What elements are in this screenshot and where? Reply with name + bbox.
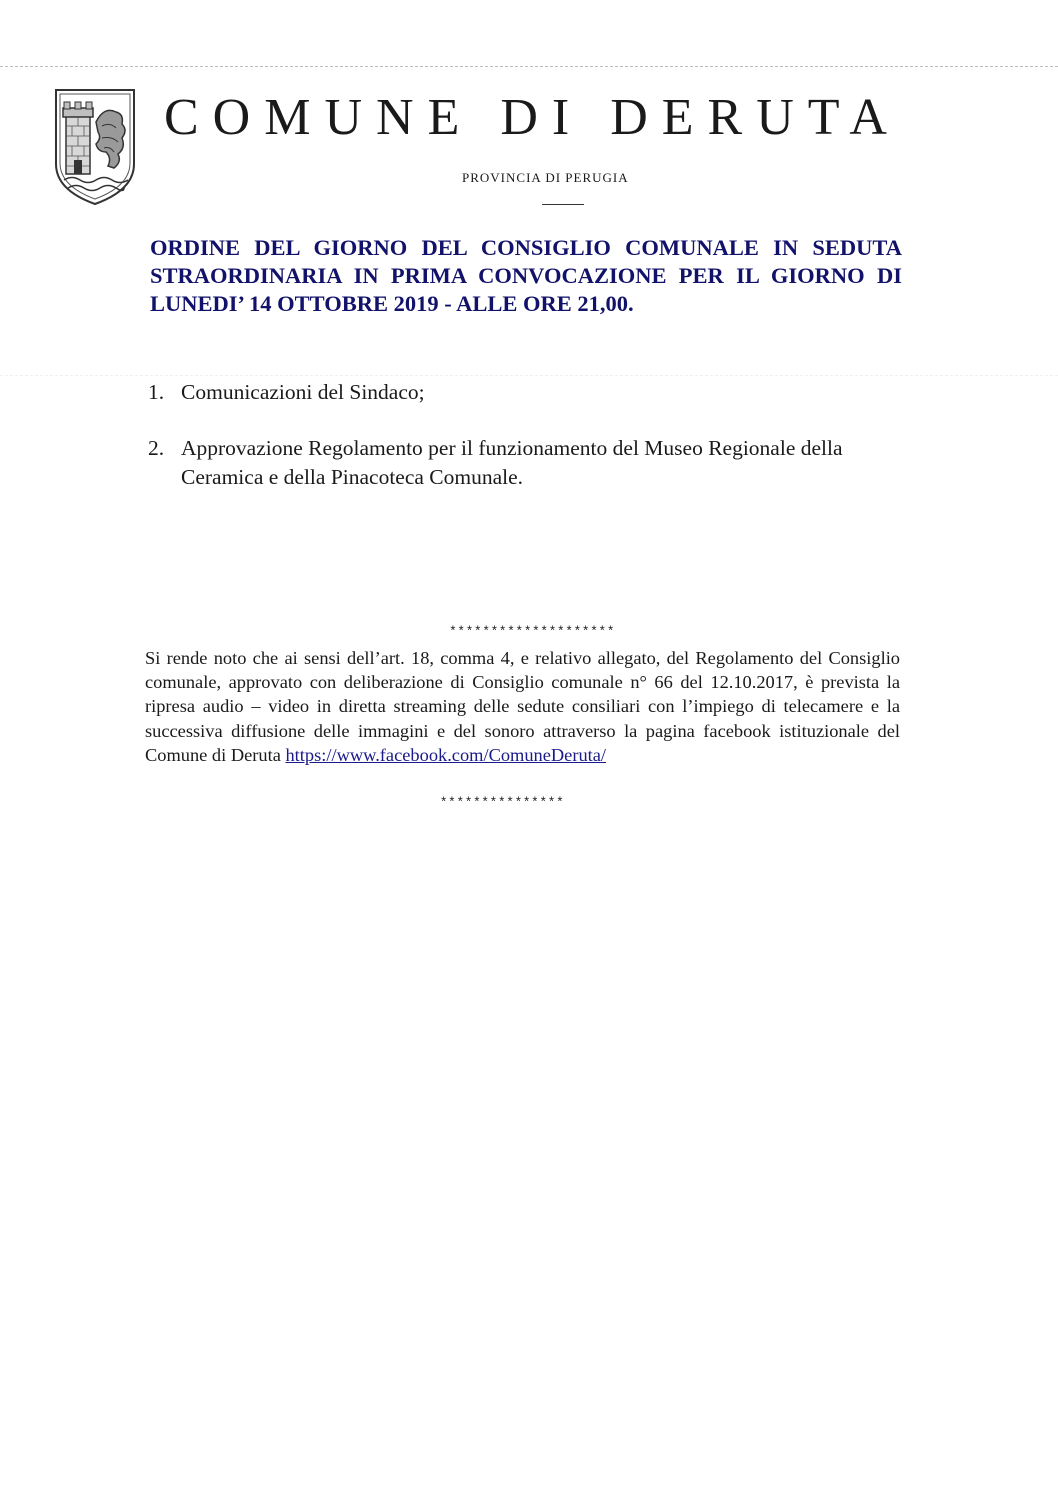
agenda-item bbox=[148, 434, 908, 492]
agenda-heading: ORDINE DEL GIORNO DEL CONSIGLIO COMUNALE IN SEDUTA STRAORDINARIA IN PRIMA CONVOCAZIONE PER IL GIORNO DI LUNEDI’ 14 OTTOBRE 2019 - ALLE ORE 21,00. bbox=[150, 235, 902, 316]
header-divider bbox=[542, 204, 584, 205]
agenda-item-number: 2. bbox=[148, 436, 165, 460]
page-subtitle: PROVINCIA DI PERUGIA bbox=[462, 170, 629, 185]
agenda-list bbox=[148, 378, 908, 492]
agenda-item-text: Approvazione Regolamento per il funzionamento del Museo Regionale della Ceramica e della Pinacoteca Comunale. bbox=[181, 436, 843, 489]
streaming-notice bbox=[145, 646, 900, 767]
page-title: COMUNE DI DERUTA bbox=[164, 89, 901, 146]
scan-faint-line bbox=[0, 375, 1058, 376]
stars-separator-top: ******************** bbox=[448, 624, 616, 639]
stars-separator-bottom: *************** bbox=[439, 795, 565, 810]
agenda-item bbox=[148, 378, 908, 407]
deruta-crest-icon bbox=[52, 86, 138, 206]
agenda-item-text: Comunicazioni del Sindaco; bbox=[181, 380, 425, 404]
facebook-link[interactable]: https://www.facebook.com/ComuneDeruta/ bbox=[285, 744, 607, 765]
notice-text: Si rende noto che ai sensi dell’art. 18, comma 4, e relativo allegato, del Regolamento del Consiglio comunale, approvato con deliberazione di Consiglio comunale n° 66 del 12.10.2017, è prevista la ripresa audio – video in diretta streaming delle sedute consiliari con l’impiego di telecamere e la successiva diffusione delle immagini e del sonoro attraverso la pagina facebook istituzionale del Comune di Deruta bbox=[145, 648, 900, 765]
scan-edge-line bbox=[0, 66, 1058, 67]
agenda-item-number: 1. bbox=[148, 380, 165, 404]
